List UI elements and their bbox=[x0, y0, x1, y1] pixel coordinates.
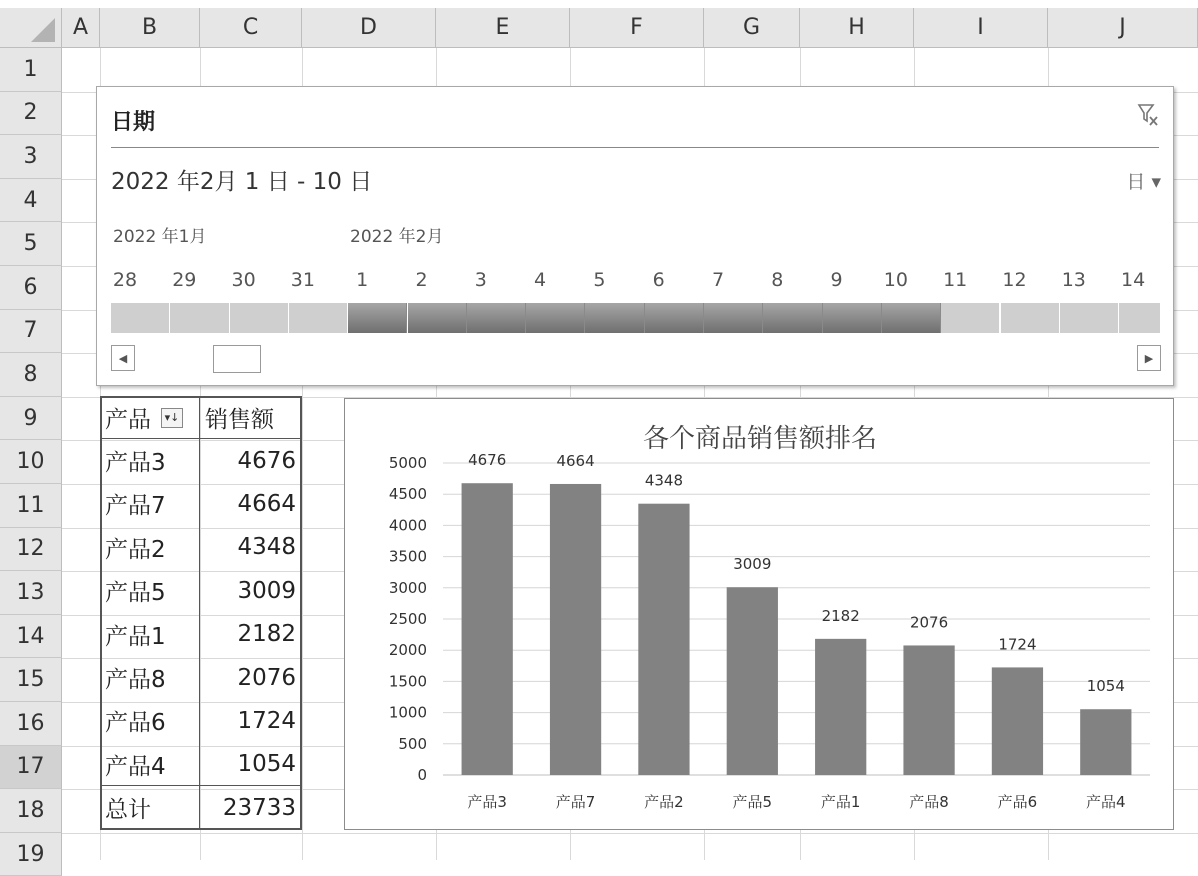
category-label: 产品2 bbox=[644, 793, 684, 811]
chart-title: 各个商品销售额排名 bbox=[642, 424, 878, 454]
timeline-day-label: 4 bbox=[534, 269, 547, 291]
row-header-4[interactable]: 4 bbox=[0, 179, 62, 223]
pivot-total-label[interactable]: 总计 bbox=[105, 797, 151, 823]
chart-canvas bbox=[345, 399, 1175, 831]
timeline-day-label: 3 bbox=[474, 269, 487, 291]
row-header-2[interactable]: 2 bbox=[0, 92, 62, 136]
pivot-row-sales[interactable]: 3009 bbox=[237, 577, 296, 604]
timeline-segment[interactable] bbox=[1001, 303, 1060, 333]
pivot-total-value[interactable]: 23733 bbox=[222, 794, 296, 821]
row-header-1[interactable]: 1 bbox=[0, 48, 62, 92]
timeline-segment-selected[interactable] bbox=[763, 303, 822, 333]
timeline-day-label: 14 bbox=[1121, 269, 1146, 291]
data-label: 3009 bbox=[733, 555, 772, 574]
row-header-16[interactable]: 16 bbox=[0, 702, 62, 746]
row-header-6[interactable]: 6 bbox=[0, 266, 62, 310]
timeline-day-label: 8 bbox=[771, 269, 784, 291]
timeline-day-label: 5 bbox=[593, 269, 606, 291]
y-tick-label: 4000 bbox=[388, 516, 427, 535]
column-header-a[interactable]: A bbox=[62, 8, 100, 48]
row-header-3[interactable]: 3 bbox=[0, 135, 62, 179]
y-tick-label: 500 bbox=[398, 734, 427, 753]
bar-产品8 bbox=[903, 645, 954, 775]
timeline-day-label: 28 bbox=[112, 269, 138, 291]
pivot-row-sales[interactable]: 4348 bbox=[237, 534, 296, 561]
category-label: 产品6 bbox=[997, 793, 1038, 811]
y-tick-label: 2000 bbox=[388, 641, 427, 660]
timeline-day-label: 1 bbox=[356, 269, 369, 291]
row-header-18[interactable]: 18 bbox=[0, 789, 62, 833]
slicer-header-divider bbox=[111, 147, 1159, 148]
timeline-segment-selected[interactable] bbox=[408, 303, 467, 333]
row-header-8[interactable]: 8 bbox=[0, 353, 62, 397]
slicer-selected-range: 2022 年2月 1 日 - 10 日 bbox=[111, 169, 373, 195]
timeline-segment[interactable] bbox=[941, 303, 1000, 333]
y-tick-label: 2500 bbox=[388, 610, 427, 628]
timeline-day-label: 30 bbox=[231, 269, 256, 291]
pivot-row-product[interactable]: 产品8 bbox=[105, 667, 166, 693]
bar-产品1 bbox=[815, 639, 866, 775]
row-header-19[interactable]: 19 bbox=[0, 833, 62, 876]
timeline-segment[interactable] bbox=[111, 303, 170, 333]
column-header-e[interactable]: E bbox=[436, 8, 570, 48]
y-tick-label: 1500 bbox=[388, 672, 427, 691]
pivot-row-product[interactable]: 产品5 bbox=[105, 580, 166, 607]
category-label: 产品7 bbox=[555, 793, 596, 811]
row-header-11[interactable]: 11 bbox=[0, 484, 62, 528]
category-label: 产品4 bbox=[1086, 793, 1126, 811]
scroll-right-button[interactable]: ▶ bbox=[1137, 345, 1161, 371]
slicer-month-jan: 2022 年1月 bbox=[113, 227, 207, 247]
row-header-14[interactable]: 14 bbox=[0, 615, 62, 659]
row-header-13[interactable]: 13 bbox=[0, 571, 62, 615]
timeline-segment-selected[interactable] bbox=[526, 303, 585, 333]
column-header-d[interactable]: D bbox=[302, 8, 436, 48]
row-header-12[interactable]: 12 bbox=[0, 528, 62, 572]
pivot-row-product[interactable]: 产品4 bbox=[105, 753, 166, 780]
y-tick-label: 1000 bbox=[388, 703, 427, 722]
pivot-header-product[interactable] bbox=[100, 396, 200, 439]
slicer-month-feb: 2022 年2月 bbox=[350, 227, 444, 247]
bar-产品6 bbox=[992, 667, 1043, 775]
timeline-segment-selected[interactable] bbox=[348, 303, 407, 333]
slicer-time-level-dropdown[interactable]: 日 ▾ bbox=[1126, 171, 1161, 193]
sales-ranking-chart[interactable] bbox=[344, 398, 1174, 830]
grid-hline bbox=[62, 833, 1198, 834]
y-tick-label: 5000 bbox=[388, 454, 427, 472]
timeline-segment-selected[interactable] bbox=[645, 303, 704, 333]
timeline-day-label: 11 bbox=[943, 269, 968, 291]
scroll-left-button[interactable]: ◀ bbox=[111, 345, 135, 371]
row-header-7[interactable]: 7 bbox=[0, 310, 62, 354]
timeline-segment[interactable] bbox=[170, 303, 229, 333]
bar-产品5 bbox=[727, 587, 778, 775]
category-label: 产品8 bbox=[909, 793, 949, 811]
timeline-day-label: 6 bbox=[652, 269, 665, 291]
pivot-row-sales[interactable]: 1054 bbox=[237, 751, 296, 778]
pivot-row-product[interactable]: 产品3 bbox=[105, 450, 166, 476]
row-header-9[interactable]: 9 bbox=[0, 397, 62, 441]
timeline-segment-selected[interactable] bbox=[704, 303, 763, 333]
timeline-scroll-thumb[interactable] bbox=[213, 345, 261, 373]
timeline-day-label: 2 bbox=[415, 269, 428, 291]
column-header-f[interactable]: F bbox=[570, 8, 704, 48]
select-all-corner[interactable] bbox=[0, 8, 62, 48]
timeline-day-label: 13 bbox=[1061, 269, 1086, 291]
pivot-header-sales[interactable]: 销售额 bbox=[205, 407, 274, 433]
pivot-row-product[interactable]: 产品1 bbox=[105, 623, 166, 650]
data-label: 1054 bbox=[1086, 677, 1125, 696]
timeline-day-label: 31 bbox=[290, 269, 315, 291]
data-label: 4664 bbox=[556, 451, 595, 470]
column-header-c[interactable]: C bbox=[200, 8, 302, 48]
row-header-17[interactable]: 17 bbox=[0, 746, 62, 790]
category-label: 产品1 bbox=[820, 793, 861, 811]
timeline-day-label: 9 bbox=[830, 269, 843, 291]
y-tick-label: 4500 bbox=[388, 485, 427, 504]
timeline-segment[interactable] bbox=[289, 303, 348, 333]
data-label: 4676 bbox=[468, 451, 507, 470]
column-header-i[interactable]: I bbox=[914, 8, 1048, 48]
data-label: 4348 bbox=[644, 471, 684, 490]
bar-产品7 bbox=[550, 484, 601, 775]
slicer-title: 日期 bbox=[111, 110, 156, 135]
timeline-segment[interactable] bbox=[230, 303, 289, 333]
y-tick-label: 0 bbox=[417, 766, 427, 784]
pivot-row-sales[interactable]: 2182 bbox=[237, 621, 296, 648]
column-header-h[interactable]: H bbox=[800, 8, 914, 48]
bar-产品2 bbox=[638, 504, 689, 775]
row-header-10[interactable]: 10 bbox=[0, 440, 62, 484]
timeline-day-label: 12 bbox=[1002, 269, 1027, 291]
pivot-row-product[interactable]: 产品7 bbox=[105, 493, 166, 520]
pivot-row-sales[interactable]: 4664 bbox=[237, 490, 296, 517]
column-header-g[interactable]: G bbox=[704, 8, 800, 48]
timeline-segment-selected[interactable] bbox=[585, 303, 644, 333]
timeline-segment-selected[interactable] bbox=[882, 303, 941, 333]
column-header-j[interactable]: J bbox=[1048, 8, 1198, 48]
category-label: 产品3 bbox=[467, 793, 507, 811]
timeline-segment[interactable] bbox=[1119, 303, 1161, 333]
pivot-header-product-label: 产品 bbox=[105, 407, 151, 433]
timeline-day-label: 29 bbox=[172, 269, 197, 291]
timeline-segment-selected[interactable] bbox=[467, 303, 526, 333]
bar-产品3 bbox=[462, 483, 513, 775]
data-label: 2182 bbox=[821, 606, 860, 625]
clear-filter-icon[interactable] bbox=[1137, 103, 1159, 133]
y-tick-label: 3500 bbox=[388, 547, 427, 566]
row-header-15[interactable]: 15 bbox=[0, 658, 62, 702]
timeline-segment-selected[interactable] bbox=[823, 303, 882, 333]
column-header-b[interactable]: B bbox=[100, 8, 200, 48]
pivot-row-sales[interactable]: 1724 bbox=[237, 707, 296, 734]
category-label: 产品5 bbox=[732, 793, 773, 811]
timeline-day-label: 7 bbox=[711, 269, 725, 291]
pivot-row-product[interactable]: 产品6 bbox=[105, 710, 166, 737]
data-label: 1724 bbox=[998, 635, 1037, 654]
sort-filter-dropdown-icon[interactable]: ▾↓ bbox=[161, 408, 183, 428]
pivot-row-sales[interactable]: 2076 bbox=[237, 664, 296, 691]
timeline-day-label: 10 bbox=[883, 269, 908, 291]
date-timeline-slicer[interactable] bbox=[96, 86, 1174, 386]
pivot-row-sales[interactable]: 4676 bbox=[237, 447, 296, 474]
row-header-5[interactable]: 5 bbox=[0, 222, 62, 266]
y-tick-label: 3000 bbox=[388, 578, 427, 597]
data-label: 2076 bbox=[909, 613, 949, 632]
pivot-row-product[interactable]: 产品2 bbox=[105, 536, 166, 563]
timeline-segment[interactable] bbox=[1060, 303, 1119, 333]
bar-产品4 bbox=[1080, 709, 1131, 775]
